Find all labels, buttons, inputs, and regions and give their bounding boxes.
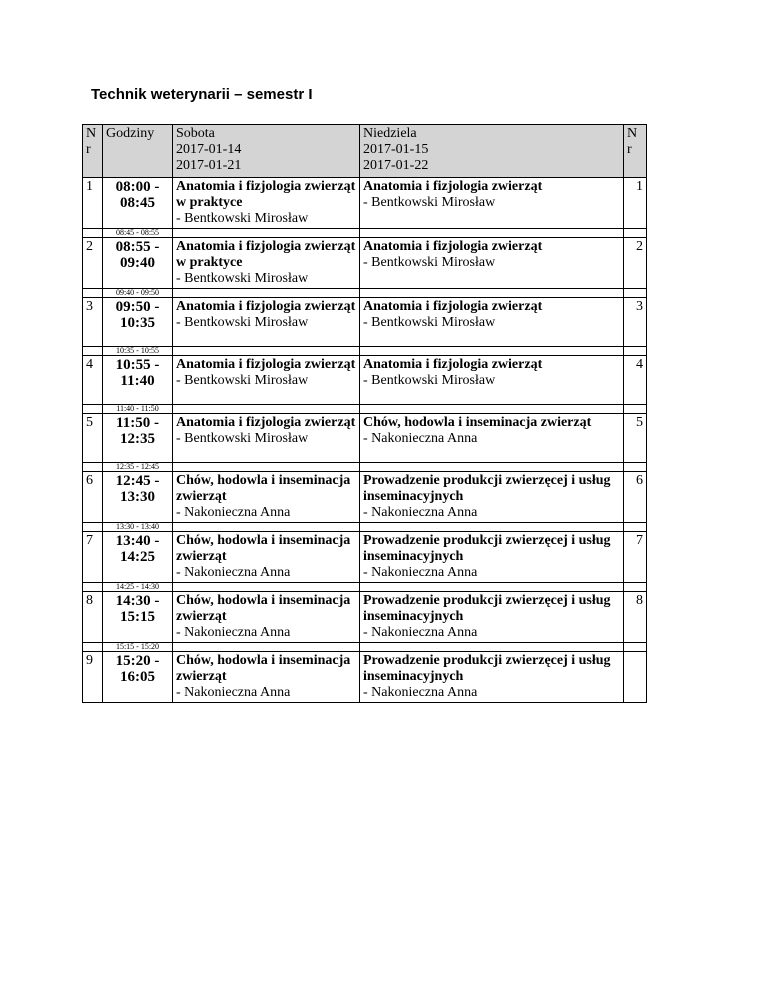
break-nr-cell — [83, 229, 103, 238]
sunday-date-1: 2017-01-15 — [363, 142, 429, 157]
break-row — [83, 463, 647, 472]
lesson-number-right: 8 — [624, 592, 647, 643]
sunday-cell — [360, 592, 624, 643]
lesson-number-right: 5 — [624, 414, 647, 463]
saturday-subject: Anatomia i fizjologia zwierząt — [176, 299, 356, 314]
break-nr-right-cell — [624, 583, 647, 592]
break-row — [83, 289, 647, 298]
lesson-number-right: 2 — [624, 238, 647, 289]
saturday-date-1: 2017-01-14 — [176, 142, 242, 157]
sunday-date-2: 2017-01-22 — [363, 158, 429, 173]
break-sunday-cell — [360, 229, 624, 238]
break-saturday-cell — [173, 289, 360, 298]
lesson-number: 1 — [83, 178, 103, 229]
saturday-teacher: - Bentkowski Mirosław — [176, 373, 309, 388]
break-saturday-cell — [173, 523, 360, 532]
table-row — [83, 472, 647, 523]
lesson-number-right: 3 — [624, 298, 647, 347]
lesson-hours: 08:55 - 09:40 — [103, 238, 173, 289]
break-time: 13:30 - 13:40 — [103, 523, 173, 532]
break-sunday-cell — [360, 405, 624, 414]
lesson-number: 7 — [83, 532, 103, 583]
lesson-number: 2 — [83, 238, 103, 289]
break-nr-right-cell — [624, 643, 647, 652]
saturday-cell — [173, 238, 360, 289]
sunday-cell — [360, 356, 624, 405]
header-nr-right: N r — [624, 125, 647, 178]
saturday-teacher: - Bentkowski Mirosław — [176, 271, 309, 286]
break-row — [83, 405, 647, 414]
break-saturday-cell — [173, 463, 360, 472]
sunday-teacher: - Bentkowski Mirosław — [363, 195, 496, 210]
break-row — [83, 643, 647, 652]
saturday-cell — [173, 414, 360, 463]
saturday-cell — [173, 532, 360, 583]
lesson-number: 4 — [83, 356, 103, 405]
sunday-cell — [360, 532, 624, 583]
saturday-cell — [173, 178, 360, 229]
break-row — [83, 523, 647, 532]
header-row — [83, 125, 647, 178]
saturday-teacher: - Nakonieczna Anna — [176, 505, 291, 520]
break-time: 08:45 - 08:55 — [103, 229, 173, 238]
schedule-table — [82, 124, 647, 703]
schedule-body — [83, 178, 647, 703]
sunday-subject: Prowadzenie produkcji zwierzęcej i usług inseminacyjnych — [363, 473, 611, 504]
break-time: 12:35 - 12:45 — [103, 463, 173, 472]
sunday-subject: Prowadzenie produkcji zwierzęcej i usług inseminacyjnych — [363, 533, 611, 564]
sunday-cell — [360, 472, 624, 523]
saturday-teacher: - Bentkowski Mirosław — [176, 315, 309, 330]
lesson-number-right: 4 — [624, 356, 647, 405]
lesson-number: 9 — [83, 652, 103, 703]
break-nr-right-cell — [624, 229, 647, 238]
break-saturday-cell — [173, 583, 360, 592]
saturday-subject: Chów, hodowla i inseminacja zwierząt — [176, 653, 351, 684]
table-row — [83, 238, 647, 289]
break-sunday-cell — [360, 289, 624, 298]
saturday-label: Sobota — [176, 126, 215, 141]
lesson-hours: 08:00 - 08:45 — [103, 178, 173, 229]
saturday-subject: Anatomia i fizjologia zwierząt w praktyce — [176, 239, 356, 270]
sunday-teacher: - Nakonieczna Anna — [363, 685, 478, 700]
break-nr-cell — [83, 289, 103, 298]
break-nr-cell — [83, 523, 103, 532]
saturday-teacher: - Nakonieczna Anna — [176, 565, 291, 580]
lesson-number-right: 6 — [624, 472, 647, 523]
lesson-number: 8 — [83, 592, 103, 643]
table-row — [83, 414, 647, 463]
break-saturday-cell — [173, 405, 360, 414]
sunday-subject: Anatomia i fizjologia zwierząt — [363, 357, 543, 372]
saturday-date-2: 2017-01-21 — [176, 158, 242, 173]
saturday-cell — [173, 652, 360, 703]
sunday-teacher: - Nakonieczna Anna — [363, 565, 478, 580]
lesson-hours: 10:55 - 11:40 — [103, 356, 173, 405]
sunday-teacher: - Nakonieczna Anna — [363, 505, 478, 520]
lesson-hours: 14:30 - 15:15 — [103, 592, 173, 643]
saturday-subject: Anatomia i fizjologia zwierząt — [176, 357, 356, 372]
lesson-number-right: 1 — [624, 178, 647, 229]
sunday-cell — [360, 414, 624, 463]
saturday-subject: Anatomia i fizjologia zwierząt — [176, 415, 356, 430]
sunday-teacher: - Bentkowski Mirosław — [363, 315, 496, 330]
break-time: 11:40 - 11:50 — [103, 405, 173, 414]
lesson-hours: 15:20 - 16:05 — [103, 652, 173, 703]
table-row — [83, 356, 647, 405]
sunday-subject: Anatomia i fizjologia zwierząt — [363, 299, 543, 314]
lesson-number-right: 7 — [624, 532, 647, 583]
sunday-cell — [360, 298, 624, 347]
header-hours: Godziny — [103, 125, 173, 178]
break-time: 15:15 - 15:20 — [103, 643, 173, 652]
break-time: 14:25 - 14:30 — [103, 583, 173, 592]
break-saturday-cell — [173, 347, 360, 356]
lesson-number: 5 — [83, 414, 103, 463]
lesson-hours: 09:50 - 10:35 — [103, 298, 173, 347]
table-row — [83, 592, 647, 643]
saturday-cell — [173, 356, 360, 405]
break-nr-cell — [83, 463, 103, 472]
sunday-teacher: - Bentkowski Mirosław — [363, 373, 496, 388]
lesson-hours: 11:50 - 12:35 — [103, 414, 173, 463]
break-saturday-cell — [173, 229, 360, 238]
saturday-teacher: - Nakonieczna Anna — [176, 625, 291, 640]
saturday-cell — [173, 592, 360, 643]
break-sunday-cell — [360, 347, 624, 356]
break-row — [83, 583, 647, 592]
break-time: 10:35 - 10:55 — [103, 347, 173, 356]
break-time: 09:40 - 09:50 — [103, 289, 173, 298]
lesson-hours: 13:40 - 14:25 — [103, 532, 173, 583]
header-saturday — [173, 125, 360, 178]
saturday-subject: Anatomia i fizjologia zwierząt w praktyce — [176, 179, 356, 210]
saturday-teacher: - Bentkowski Mirosław — [176, 431, 309, 446]
break-nr-right-cell — [624, 523, 647, 532]
sunday-subject: Chów, hodowla i inseminacja zwierząt — [363, 415, 592, 430]
table-row — [83, 298, 647, 347]
lesson-number-right — [624, 652, 647, 703]
saturday-subject: Chów, hodowla i inseminacja zwierząt — [176, 533, 351, 564]
table-row — [83, 178, 647, 229]
sunday-teacher: - Nakonieczna Anna — [363, 625, 478, 640]
header-nr: N r — [83, 125, 103, 178]
table-row — [83, 652, 647, 703]
saturday-teacher: - Bentkowski Mirosław — [176, 211, 309, 226]
break-nr-right-cell — [624, 463, 647, 472]
break-nr-cell — [83, 583, 103, 592]
sunday-teacher: - Nakonieczna Anna — [363, 431, 478, 446]
break-sunday-cell — [360, 523, 624, 532]
break-nr-right-cell — [624, 347, 647, 356]
sunday-cell — [360, 178, 624, 229]
sunday-subject: Prowadzenie produkcji zwierzęcej i usług inseminacyjnych — [363, 653, 611, 684]
page-title: Technik weterynarii – semestr I — [91, 86, 313, 103]
break-nr-cell — [83, 405, 103, 414]
sunday-subject: Anatomia i fizjologia zwierząt — [363, 179, 543, 194]
sunday-label: Niedziela — [363, 126, 417, 141]
break-saturday-cell — [173, 643, 360, 652]
break-row — [83, 347, 647, 356]
sunday-subject: Anatomia i fizjologia zwierząt — [363, 239, 543, 254]
saturday-subject: Chów, hodowla i inseminacja zwierząt — [176, 473, 351, 504]
saturday-cell — [173, 298, 360, 347]
saturday-cell — [173, 472, 360, 523]
sunday-teacher: - Bentkowski Mirosław — [363, 255, 496, 270]
table-row — [83, 532, 647, 583]
saturday-subject: Chów, hodowla i inseminacja zwierząt — [176, 593, 351, 624]
break-sunday-cell — [360, 583, 624, 592]
break-row — [83, 229, 647, 238]
header-sunday — [360, 125, 624, 178]
break-nr-cell — [83, 347, 103, 356]
sunday-subject: Prowadzenie produkcji zwierzęcej i usług inseminacyjnych — [363, 593, 611, 624]
break-nr-cell — [83, 643, 103, 652]
sunday-cell — [360, 238, 624, 289]
break-nr-right-cell — [624, 289, 647, 298]
lesson-number: 3 — [83, 298, 103, 347]
break-nr-right-cell — [624, 405, 647, 414]
lesson-number: 6 — [83, 472, 103, 523]
break-sunday-cell — [360, 463, 624, 472]
break-sunday-cell — [360, 643, 624, 652]
saturday-teacher: - Nakonieczna Anna — [176, 685, 291, 700]
sunday-cell — [360, 652, 624, 703]
lesson-hours: 12:45 - 13:30 — [103, 472, 173, 523]
